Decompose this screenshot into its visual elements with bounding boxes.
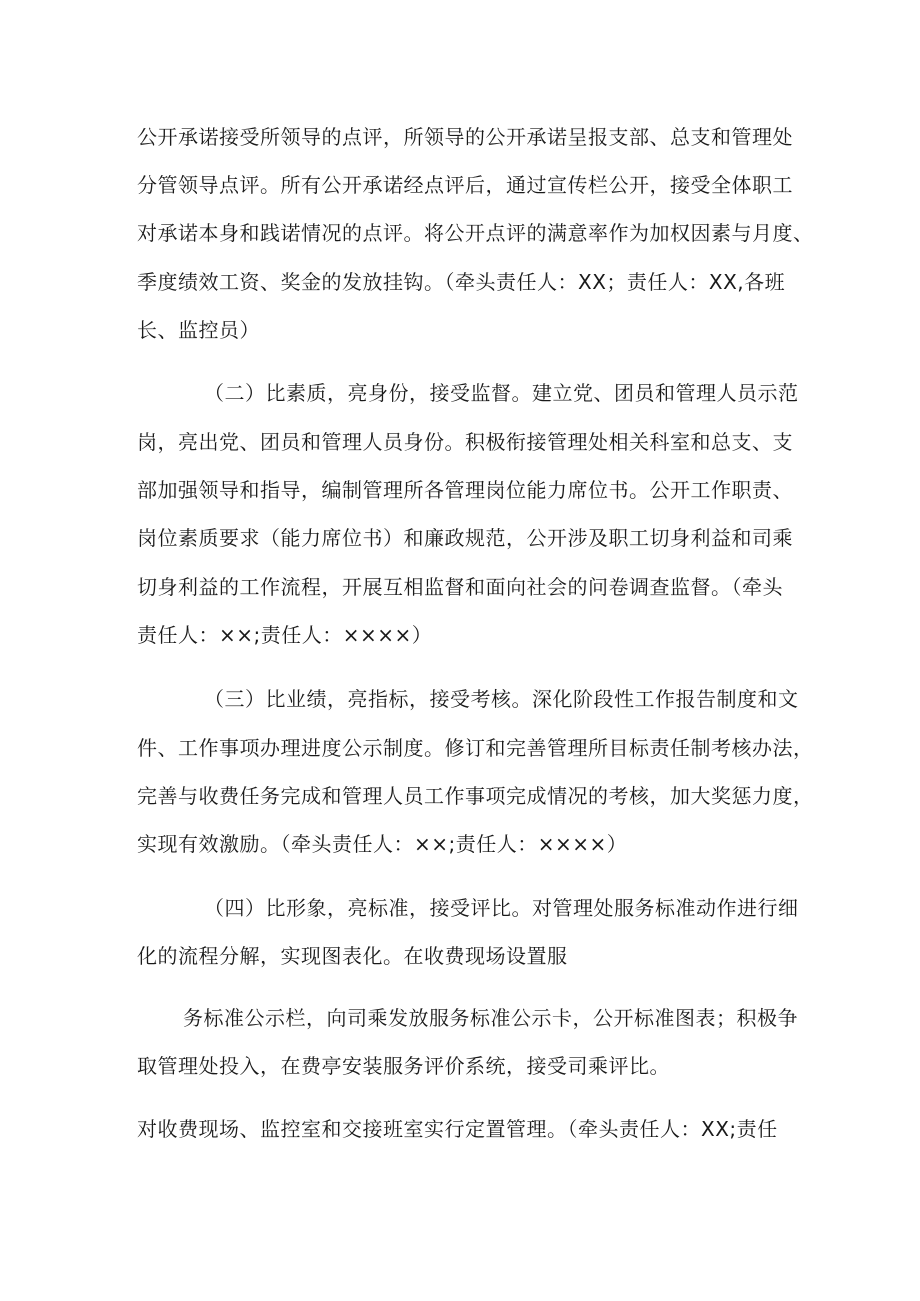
section-heading-line: （四）比形象，亮标准，接受评比。对管理处服务标准动作进行细 bbox=[204, 896, 799, 920]
paragraph-line: 实现有效激励。（牵头责任人：××;责任人：××××） bbox=[137, 832, 628, 856]
paragraph-line: 分管领导点评。所有公开承诺经点评后，通过宣传栏公开，接受全体职工 bbox=[137, 173, 793, 197]
section-heading-line: （三）比业绩，亮指标，接受考核。深化阶段性工作报告制度和文 bbox=[204, 687, 799, 711]
paragraph-line: 季度绩效工资、奖金的发放挂钩。（牵头责任人：XX；责任人：XX,各班 bbox=[137, 270, 786, 294]
paragraph-line: 部加强领导和指导，编制管理所各管理岗位能力席位书。公开工作职责、 bbox=[137, 478, 793, 502]
paragraph-line: 岗，亮出党、团员和管理人员身份。积极衔接管理处相关科室和总支、支 bbox=[137, 430, 793, 454]
paragraph-line: 对收费现场、监控室和交接班室实行定置管理。（牵头责任人：XX;责任 bbox=[137, 1117, 778, 1141]
section-heading-line: （二）比素质，亮身份，接受监督。建立党、团员和管理人员示范 bbox=[204, 381, 799, 405]
paragraph-line: 完善与收费任务完成和管理人员工作事项完成情况的考核，加大奖惩力度， bbox=[137, 784, 814, 808]
paragraph-line: 切身利益的工作流程，开展互相监督和面向社会的问卷调查监督。（牵头 bbox=[137, 575, 783, 599]
paragraph-line: 岗位素质要求（能力席位书）和廉政规范，公开涉及职工切身利益和司乘 bbox=[137, 526, 793, 550]
paragraph-line: 公开承诺接受所领导的点评，所领导的公开承诺呈报支部、总支和管理处 bbox=[137, 125, 793, 149]
paragraph-line: 长、监控员） bbox=[137, 318, 260, 342]
paragraph-line: 件、工作事项办理进度公示制度。修订和完善管理所目标责任制考核办法， bbox=[137, 736, 814, 760]
paragraph-line: 取管理处投入，在费亭安装服务评价系统，接受司乘评比。 bbox=[137, 1054, 670, 1078]
paragraph-line: 化的流程分解，实现图表化。在收费现场设置服 bbox=[137, 944, 568, 968]
paragraph-line: 对承诺本身和践诺情况的点评。将公开点评的满意率作为加权因素与月度、 bbox=[137, 221, 814, 245]
paragraph-line: 务标准公示栏，向司乘发放服务标准公示卡，公开标准图表；积极争 bbox=[183, 1006, 798, 1030]
paragraph-line: 责任人：××;责任人：××××） bbox=[137, 623, 433, 647]
